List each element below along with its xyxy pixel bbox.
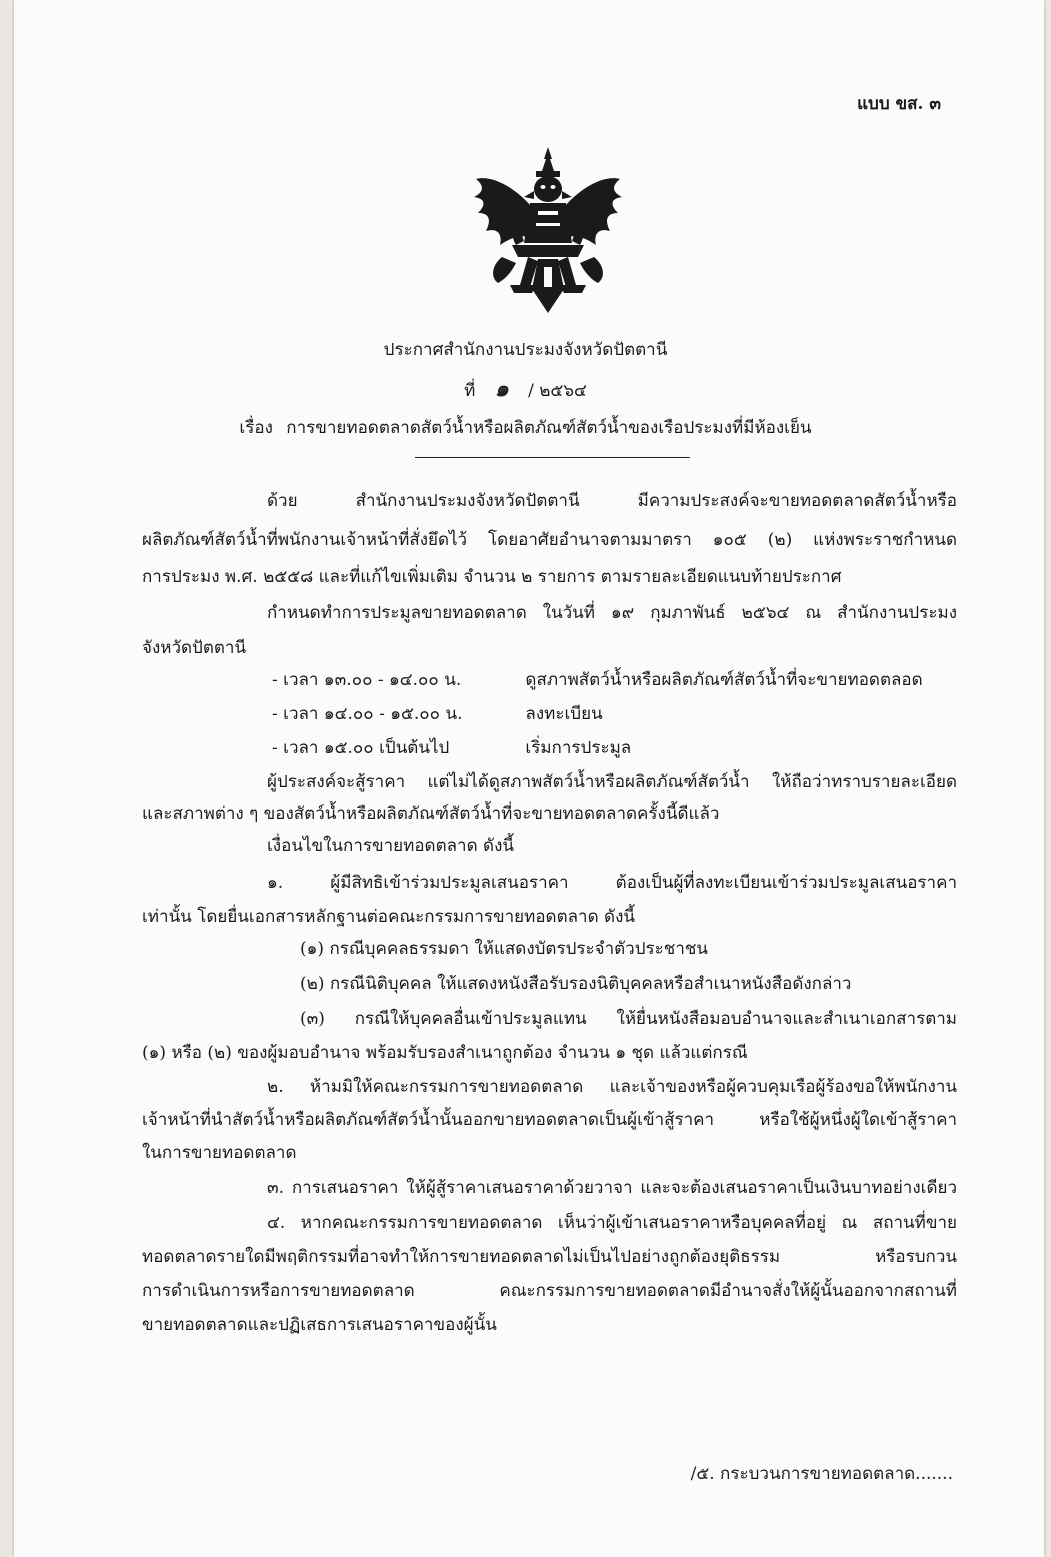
condition-1-line-2: เท่านั้น โดยยื่นเอกสารหลักฐานต่อคณะกรรมการขายทอดตลาด ดังนี้ bbox=[142, 907, 635, 927]
condition-1-item-3-line-1: (๓) กรณีให้บุคคลอื่นเข้าประมูลแทน ให้ยื่นหนังสือมอบอำนาจและสำเนาเอกสารตาม bbox=[300, 1009, 957, 1029]
paragraph-1-line-3: การประมง พ.ศ. ๒๕๕๘ และที่แก้ไขเพิ่มเติม จำนวน ๒ รายการ ตามรายละเอียดแนบท้ายประกาศ bbox=[142, 567, 842, 587]
condition-4-line-1: ๔. หากคณะกรรมการขายทอดตลาด เห็นว่าผู้เข้าเสนอราคาหรือบุคคลที่อยู่ ณ สถานที่ขาย bbox=[267, 1213, 957, 1233]
subject-label: เรื่อง bbox=[239, 418, 273, 438]
conditions-heading: เงื่อนไขในการขายทอดตลาด ดังนี้ bbox=[267, 836, 514, 856]
condition-4-line-4: ขายทอดตลาดและปฏิเสธการเสนอราคาของผู้นั้น bbox=[142, 1315, 497, 1335]
condition-1-item-3-line-2: (๑) หรือ (๒) ของผู้มอบอำนาจ พร้อมรับรองสำเนาถูกต้อง จำนวน ๑ ชุด แล้วแต่กรณี bbox=[142, 1043, 748, 1063]
condition-2-line-1: ๒. ห้ามมิให้คณะกรรมการขายทอดตลาด และเจ้าของหรือผู้ควบคุมเรือผู้ร้องขอให้พนักงาน bbox=[267, 1077, 957, 1097]
condition-2-line-3: ในการขายทอดตลาด bbox=[142, 1143, 297, 1163]
number-year: / ๒๕๖๔ bbox=[528, 381, 587, 401]
condition-1-item-2: (๒) กรณีนิติบุคคล ให้แสดงหนังสือรับรองนิติบุคคลหรือสำเนาหนังสือดังกล่าว bbox=[300, 974, 852, 994]
schedule-row bbox=[272, 700, 603, 727]
continuation-note: /๕. กระบวนการขายทอดตลาด....... bbox=[690, 1464, 953, 1484]
condition-3-line-1: ๓. การเสนอราคา ให้ผู้สู้ราคาเสนอราคาด้วยวาจา และจะต้องเสนอราคาเป็นเงินบาทอย่างเดียว bbox=[267, 1178, 957, 1198]
announcement-number bbox=[0, 371, 1051, 406]
condition-1-line-1: ๑. ผู้มีสิทธิเข้าร่วมประมูลเสนอราคา ต้องเป็นผู้ที่ลงทะเบียนเข้าร่วมประมูลเสนอราคา bbox=[267, 873, 957, 893]
paragraph-3-line-1: ผู้ประสงค์จะสู้ราคา แต่ไม่ได้ดูสภาพสัตว์น้ำหรือผลิตภัณฑ์สัตว์น้ำ ให้ถือว่าทราบรายละเอียด bbox=[267, 772, 957, 792]
schedule-activity: เริ่มการประมูล bbox=[525, 738, 632, 758]
garuda-emblem-icon bbox=[472, 145, 624, 317]
heading-divider bbox=[415, 457, 690, 458]
paragraph-3-line-2: และสภาพต่าง ๆ ของสัตว์น้ำหรือผลิตภัณฑ์สัตว์น้ำที่จะขายทอดตลาดครั้งนี้ดีแล้ว bbox=[142, 804, 720, 824]
condition-4-line-2: ทอดตลาดรายใดมีพฤติกรรมที่อาจทำให้การขายทอดตลาดไม่เป็นไปอย่างถูกต้องยุติธรรม หรือรบกวน bbox=[142, 1247, 957, 1267]
schedule-row bbox=[272, 666, 923, 693]
paragraph-2-line-1: กำหนดทำการประมูลขายทอดตลาด ในวันที่ ๑๙ กุมภาพันธ์ ๒๕๖๔ ณ สำนักงานประมง bbox=[267, 603, 957, 623]
number-prefix: ที่ bbox=[464, 381, 476, 401]
condition-2-line-2: เจ้าหน้าที่นำสัตว์น้ำหรือผลิตภัณฑ์สัตว์น้ำนั้นออกขายทอดตลาดเป็นผู้เข้าสู้ราคา หรือใช้ผู้หนึ่งผู้ใดเข้าสู้ราคา bbox=[142, 1110, 957, 1130]
schedule-time: - เวลา ๑๕.๐๐ เป็นต้นไป bbox=[272, 738, 450, 758]
paragraph-2-line-2: จังหวัดปัตตานี bbox=[142, 638, 247, 658]
subject-text: การขายทอดตลาดสัตว์น้ำหรือผลิตภัณฑ์สัตว์น้ำของเรือประมงที่มีห้องเย็น bbox=[286, 418, 812, 438]
paragraph-1-line-2: ผลิตภัณฑ์สัตว์น้ำที่พนักงานเจ้าหน้าที่สั่งยึดไว้ โดยอาศัยอำนาจตามมาตรา ๑๐๕ (๒) แห่งพระราชกำหนด bbox=[142, 530, 957, 550]
schedule-time: - เวลา ๑๔.๐๐ - ๑๕.๐๐ น. bbox=[272, 704, 463, 724]
paragraph-1-line-1: ด้วย สำนักงานประมงจังหวัดปัตตานี มีความประสงค์จะขายทอดตลาดสัตว์น้ำหรือ bbox=[267, 491, 957, 511]
schedule-activity: ลงทะเบียน bbox=[525, 704, 603, 724]
schedule-time: - เวลา ๑๓.๐๐ - ๑๔.๐๐ น. bbox=[272, 670, 462, 690]
announcement-subject bbox=[0, 414, 1051, 441]
schedule-row bbox=[272, 734, 631, 761]
condition-1-item-1: (๑) กรณีบุคคลธรรมดา ให้แสดงบัตรประจำตัวประชาชน bbox=[300, 939, 709, 959]
handwritten-number: ๑ bbox=[494, 376, 509, 402]
form-code: แบบ ขส. ๓ bbox=[857, 94, 941, 114]
condition-4-line-3: การดำเนินการหรือการขายทอดตลาด คณะกรรมการขายทอดตลาดมีอำนาจสั่งให้ผู้นั้นออกจากสถานที่ bbox=[142, 1281, 957, 1301]
schedule-activity: ดูสภาพสัตว์น้ำหรือผลิตภัณฑ์สัตว์น้ำที่จะขายทอดตลอด bbox=[525, 670, 923, 690]
announcement-agency: ประกาศสำนักงานประมงจังหวัดปัตตานี bbox=[383, 340, 668, 360]
